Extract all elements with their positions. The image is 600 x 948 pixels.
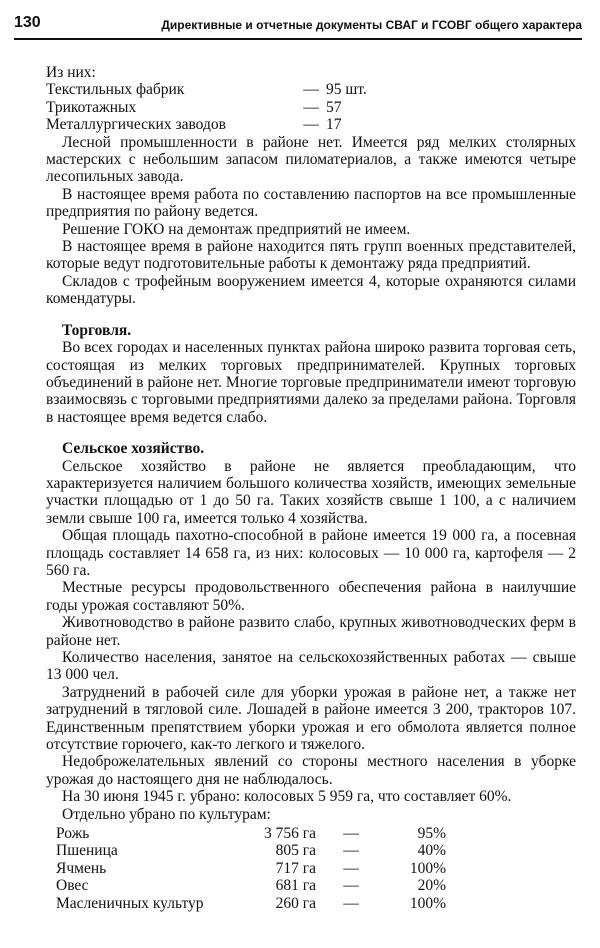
section-heading-agriculture: Сельское хозяйство.	[62, 440, 205, 458]
factories-intro: Из них:	[46, 64, 96, 81]
crop-percent: 100%	[409, 894, 446, 912]
crop-percent: 100%	[409, 859, 446, 877]
crop-dash: —	[343, 842, 359, 860]
paragraph: Отдельно убрано по культурам:	[62, 805, 271, 823]
crop-name: Рожь	[56, 825, 90, 843]
crop-area: 3 756 га	[264, 825, 316, 843]
crop-name: Пшеница	[56, 842, 118, 860]
paragraph: Во всех городах и населенных пунктах района широко развита торговая сеть, состоящая из мелких торговых предпринимателей. Крупных торговых объединений в районе нет. Многие торговые предприниматели имеют торговую взаимосвязь с торговыми предприятиями далеко за пределами района. Торговля в настоящее время ведется слабо.	[46, 339, 576, 426]
crop-area: 260 га	[275, 894, 316, 912]
section-heading-trade: Торговля.	[62, 321, 132, 339]
crop-row	[46, 842, 576, 859]
factory-line	[46, 99, 576, 116]
crop-area: 717 га	[275, 859, 316, 877]
running-title: Директивные и отчетные документы СВАГ и ГСОВГ общего характера	[161, 18, 582, 32]
factory-value: 95 шт.	[326, 81, 367, 99]
crops-table	[46, 825, 576, 912]
crop-row	[46, 825, 576, 842]
crop-percent: 95%	[417, 825, 446, 843]
crop-name: Овес	[56, 877, 89, 895]
paragraph: Сельское хозяйство в районе не является преобладающим, что характеризуется наличием большого количества хозяйств, имеющих земельные участки площадью от 1 до 50 га. Таких хозяйств свыше 1 100, а с наличием земли свыше 100 га, имеется только 4 хозяйства.	[46, 457, 576, 527]
document-body	[46, 64, 576, 912]
crop-row	[46, 860, 576, 877]
factory-value: 17	[326, 116, 342, 134]
page-number: 130	[14, 14, 41, 31]
paragraph: Складов с трофейным вооружением имеется 4, которые охраняются силами комендатуры.	[46, 272, 576, 308]
crop-dash: —	[343, 859, 359, 877]
paragraph: Общая площадь пахотно-способной в районе имеется 19 000 га, а посевная площадь составляет 14 658 га, из них: колосовых — 10 000 га, картофеля — 2 560 га.	[46, 527, 576, 579]
factory-label: Металлургических заводов	[46, 116, 226, 134]
factory-value: 57	[326, 98, 342, 116]
crop-dash: —	[343, 894, 359, 912]
crop-area: 805 га	[275, 842, 316, 860]
crop-percent: 40%	[417, 842, 446, 860]
page-header	[14, 10, 582, 42]
crop-percent: 20%	[417, 877, 446, 895]
crop-name: Ячмень	[56, 859, 107, 877]
crop-name: Масленичных культур	[56, 894, 204, 912]
factory-line	[46, 116, 576, 133]
crop-dash: —	[343, 825, 359, 843]
factory-line	[46, 81, 576, 98]
paragraph: Решение ГОКО на демонтаж предприятий не имеем.	[62, 220, 411, 238]
factory-label: Трикотажных	[46, 98, 137, 116]
header-rule	[14, 38, 582, 40]
paragraph: Местные ресурсы продовольственного обеспечения района в наилучшие годы урожая составляют 50%.	[46, 579, 576, 614]
factory-dash: —	[303, 81, 319, 99]
factory-dash: —	[303, 116, 319, 134]
paragraph: В настоящее время работа по составлению паспортов на все промышленные предприятия по району ведется.	[46, 185, 576, 221]
paragraph: Затруднений в рабочей силе для уборки урожая в районе нет, а также нет затруднений в тягловой силе. Лошадей в районе имеется 3 200, тракторов 107. Единственным препятствием уборки урожая и его обмолота является полное отсутствие горючего, как-то легкого и тяжелого.	[46, 683, 576, 754]
paragraph: Количество населения, занятое на сельскохозяйственных работах — свыше 13 000 чел.	[46, 649, 576, 684]
paragraph: В настоящее время в районе находится пять групп военных представителей, которые ведут подготовительные работы к демонтажу ряда предприятий.	[46, 238, 576, 273]
paragraph: Недоброжелательных явлений со стороны местного населения в уборке урожая до настоящего дня не наблюдалось.	[46, 753, 576, 788]
crop-row	[46, 877, 576, 894]
paragraph: Лесной промышленности в районе нет. Имеется ряд мелких столярных мастерских с небольшим запасом пиломатериалов, а также имеются четыре лесопильных завода.	[46, 133, 576, 186]
crop-row	[46, 895, 576, 912]
factory-dash: —	[303, 98, 319, 116]
crop-area: 681 га	[275, 877, 316, 895]
crop-dash: —	[343, 877, 359, 895]
factory-label: Текстильных фабрик	[46, 81, 185, 99]
paragraph: На 30 июня 1945 г. убрано: колосовых 5 959 га, что составляет 60%.	[62, 788, 512, 806]
paragraph: Животноводство в районе развито слабо, крупных животноводческих ферм в районе нет.	[46, 614, 576, 649]
